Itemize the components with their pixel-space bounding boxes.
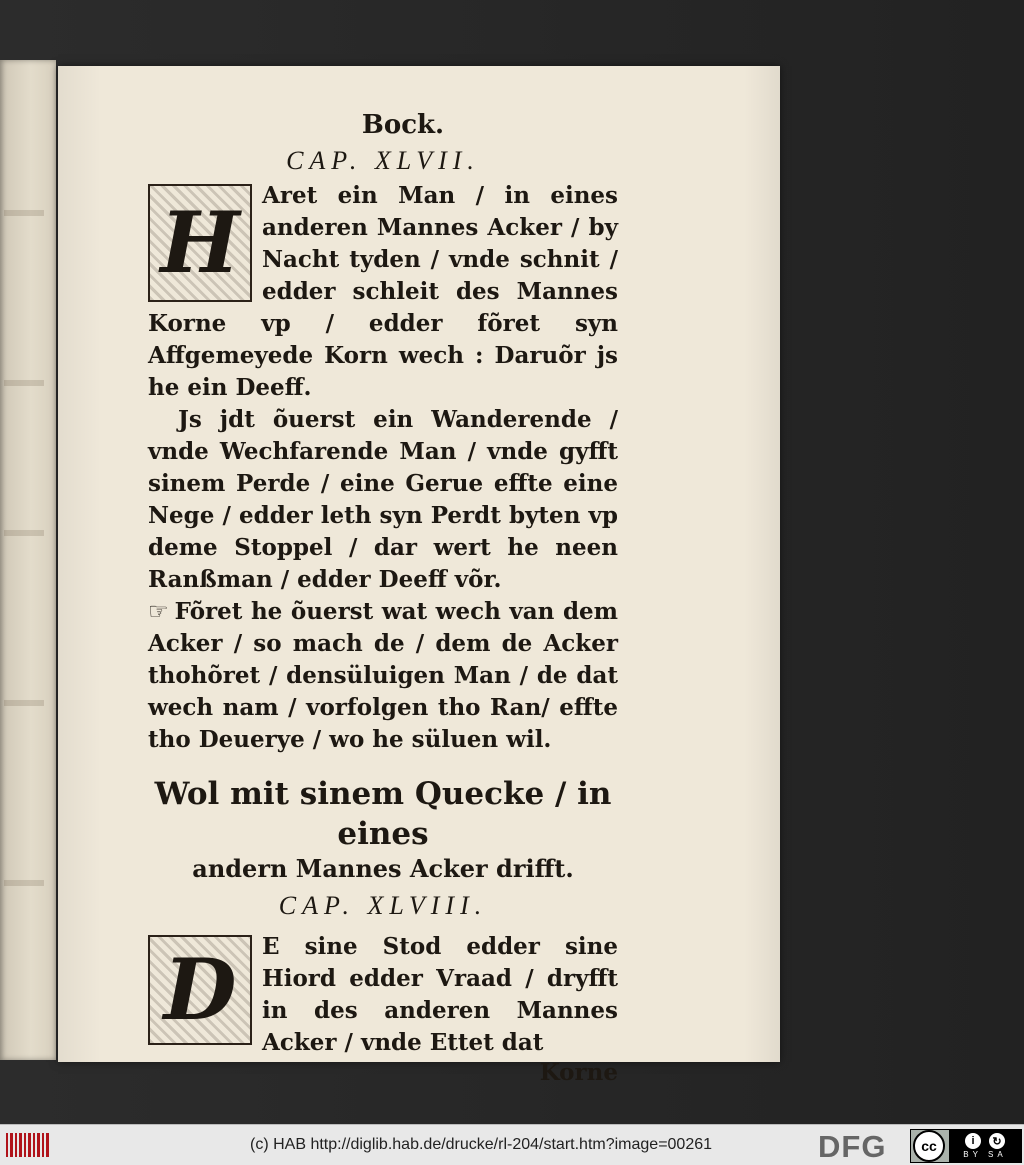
dfg-logo[interactable]: DFG [818, 1129, 887, 1164]
cc-license-badge[interactable] [910, 1129, 1022, 1163]
share-alike-icon: ↻ [989, 1133, 1005, 1149]
left-page-edge [0, 60, 56, 1060]
initial-letter: H [160, 193, 240, 292]
hab-logo-icon[interactable] [6, 1133, 49, 1157]
paragraph [148, 180, 618, 404]
book-page [58, 66, 780, 1086]
sa-label: SA [988, 1150, 1007, 1159]
bleed-through-mark [4, 880, 44, 886]
bleed-through-mark [4, 530, 44, 536]
pointing-hand-icon: ☞ [148, 599, 169, 625]
paragraph [148, 404, 618, 596]
page-text [148, 110, 618, 1086]
copyright-link[interactable]: (c) HAB http://diglib.hab.de/drucke/rl-204/start.htm?image=00261 [250, 1136, 713, 1153]
section-title-line-2: andern Mannes Acker drifft. [192, 854, 574, 883]
attribution-icon: i [965, 1133, 981, 1149]
bleed-through-mark [4, 700, 44, 706]
initial-letter: D [163, 940, 237, 1039]
by-label: BY [963, 1150, 982, 1159]
paragraph-text: Fõret he õuerst wat wech van dem Acker / so mach de / dem de Acker thohõret / densüluigen Man / de dat wech nam / vorfolgen tho Ran/ effte tho Deuerye / wo he süluen wil. [148, 598, 618, 753]
running-head: Bock. [361, 110, 445, 140]
paragraph-text: E sine Stod edder sine Hiord edder Vraad / dryfft in des anderen Mannes Acker / vnde Ettet dat [262, 933, 618, 1056]
paragraph-text: Aret ein Man / in eines anderen Mannes Acker / by Nacht tyden / vnde schnit / edder schleit des Mannes Korne vp / edder fõret syn Affgemeyede Korn wech : Daruõr js he ein Deeff. [148, 182, 618, 401]
bleed-through-mark [4, 210, 44, 216]
catchword: Korne [539, 1059, 618, 1086]
bleed-through-mark [4, 380, 44, 386]
chapter-heading: CAP. XLVIII. [278, 891, 488, 920]
decorated-initial [148, 935, 252, 1045]
chapter-heading: CAP. XLVII. [286, 146, 480, 175]
viewer-footer [0, 1124, 1024, 1165]
paragraph-text: Js jdt õuerst ein Wanderende / vnde Wechfarende Man / vnde gyfft sinem Perde / eine Gerue effte eine Nege / edder leth syn Perdt byten vp deme Stoppel / dar wert he neen Ranßman / edder Deeff võr. [148, 406, 618, 593]
paragraph [148, 596, 618, 756]
license-terms [949, 1130, 1021, 1162]
section-title: Wol mit sinem Quecke / in eines [154, 776, 612, 852]
paragraph [148, 931, 618, 1059]
decorated-initial [148, 184, 252, 302]
cc-icon: cc [913, 1130, 945, 1162]
